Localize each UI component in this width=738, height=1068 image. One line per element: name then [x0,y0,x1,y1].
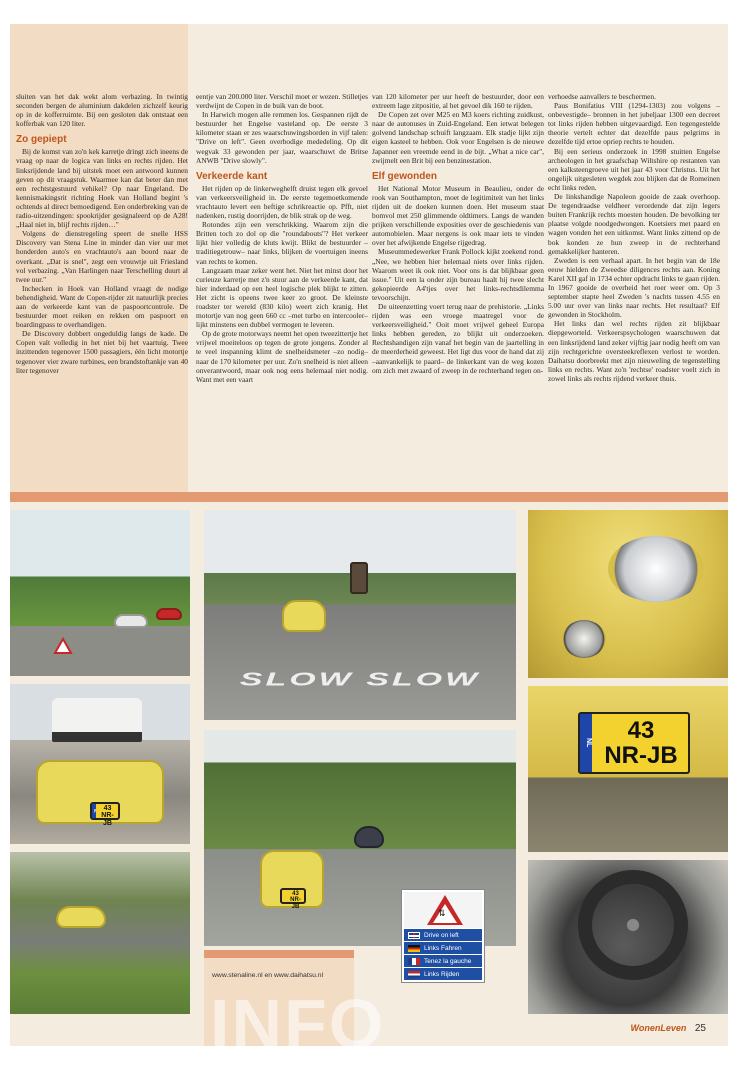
plate-line-2: NR-JB [604,742,678,770]
paragraph: Rotondes zijn een verschrikking. Waarom zijn die Britten toch zo dol op die "roundabouts"? Het verkeer lijkt hier volledig de kluts kwijt. Blikt de bestuurder –traditiegetrouw– naar links, blijken de voertuigen ineens van rechts te komen. [196,220,368,266]
paragraph: Op de grote motorways neemt het open tweezittertje het vrijwel moeiteloos op tegen de grote jongens. Zonder al te veel inspanning klimt de snelheidsmeter –zo nodig– naar de 170 kilometer per uur. Zo'n snelheid is niet alleen onverantwoord, maar ook nog eens helemaal niet nodig. Want met een vaart [196,329,368,384]
paragraph: De uiteenzetting voert terug naar de prehistorie. „Links rijden was een vroege maatregel voor de verkeersveiligheid." Ooit moet vrijwel geheel Europa links hebben gereden, zo blijkt uit onderzoeken. Rechtshandigen zijn vanaf het begin van de jaartelling in de meerderheid geweest. Het ligt dus voor de hand dat zij –aanvankelijk te paard– de linkerkant van de weg kozen om zich met zwaard of zweep in de rechterhand tegen on- [372,301,544,375]
paragraph: Paus Bonifatius VIII (1294-1303) zou volgens –onbevestigde– bronnen in het jubeljaar 1300 een decreet tot links rijden hebben uitgevaardigd. Een tegengestelde theorie vertelt echter dat dezelfde paus pelgrims in dezelfde tijd ertoe opriep rechts te houden. [548,101,720,147]
flag-germany-icon [408,945,420,952]
sign-warning-panel [404,892,482,928]
paragraph: van 120 kilometer per uur heeft de bestuurder, door een extreem lage zitpositie, al het gevoel dik 160 te rijden. [372,92,544,111]
paragraph: Het National Motor Museum in Beaulieu, onder de rook van Southampton, moet de legitimiteit van het links rijden uit de doeken kunnen doen. Het museum staat bomvol met 250 glimmende oldtimers. Langs de wanden prijken verschillende exposities over de geschiedenis van automobielen. Maar nergens is ook maar iets te vinden over het afwijkende Engelse rijgedrag. [372,183,544,248]
warning-sign-icon [54,638,72,654]
license-plate [280,888,306,910]
paragraph: Het rijden op de linkerweghelft druist tegen elk gevoel van verkeersveiligheid in. De eerste tegemoetkomende vrachtauto levert een heftige schrikreactie op. Pfft, niet nadenken, rustig doorrijden, de blik strak op de weg. [196,183,368,221]
sign-row-text: Links Rijden [424,971,460,978]
paragraph: sluiten van het dak wekt alom verbazing. In twintig seconden bergen de aluminium dakdelen zichzelf keurig op in de kofferruimte. Bij een gesloten dak ontstaat een kofferbak van 120 liter. [16,92,188,129]
paragraph: De Copen zet over M25 en M3 koers richting zuidkust, naar de autonuses in Zuid-Engeland. Een ietwat belegen golvend landschap schuift langzaam. Elk stadje lijkt zijn eigen kasteel te hebben. Ook voor Engelsen is de nieuwe Japanner een vreemde eend in de bijt. „What a nice car", zwijmelt een Brit bij een benzinestation. [372,110,544,165]
car-icon [114,614,148,628]
license-plate-large [578,712,690,774]
info-watermark: INFO [210,985,386,1063]
magazine-page [10,24,728,1063]
info-bar [204,950,354,958]
page-footer [631,1023,706,1034]
paragraph: De linkshandige Napoleon gooide de zaak overhoop. De tegendraadse veldheer verordende dat zijn legers buiten Frankrijk rechts moesten houden. De bevolking ter plaatse volgde noodgedwongen. Koetsiers met paard en wagen vonden het een uitkomst. Want links zittend op de bok konden ze hun zweep in de rechterhand gemakkelijker hanteren. [548,192,720,256]
sign-row-text: Drive on left [424,932,459,939]
photo-headlight [528,510,728,678]
photo-roadside [10,852,190,1014]
paragraph: Het links dan wel rechts rijden zit blijkbaar diepgeworteld. Verkeerspsychologen waarschuwen dat een linksrijdend land zeker vijftig jaar nodig heeft om van zijn rechtgerichte oversteekreflexen verlost te worden. Daihatsu doorbreekt met zijn nieuweling de tegenstelling links en rechts. Want zo'n 'rechtse' roadster voelt zich in zowel links als rechts rijdend verkeer thuis. [548,319,720,383]
road-marking-text: SLOW SLOW [239,668,481,690]
article-column-3 [372,92,544,492]
plate-line-2: NR-JB [290,897,301,910]
paragraph: Bij de komst van zo'n kek karretje dringt zich ineens de vraag op naar de logica van links en rechts rijden. Het linksrijdende land bij uitstek moet een antwoord kunnen geven op dit vraagstuk. Waarmee kan dat beter dan met een rechtstgestuurd vehikel? Op naar Engeland. De kennismakingsrit richting Hoek van Holland begint 's ochtends al direct bemoedigend. Een onderbreking van de radio-uitzendingen: spookrijder gesignaleerd op de A28! „Haal niet in, blijf rechts rijden…" [16,147,188,230]
paragraph: eentje van 200.000 liter. Verschil moet er wezen. Stilletjes verdwijnt de Copen in de buik van de boot. [196,92,368,111]
flag-france-icon [408,958,420,965]
photo-dashboard [528,860,728,1014]
road-sign [402,890,484,982]
paragraph: Langzaam maar zeker went het. Niet het minst door het curieuze karretje met z'n stuur aan de verkeerde kant, dat hier inderdaad op een heel logische plek blijkt te zitten. Het zicht is opeens twee keer zo groot. De kleinste roadster ter wereld (830 kilo) weert zich kranig. Het motortje van nog geen 660 cc –met turbo en intercooler– lijkt minstens een dubbel vermogen te leveren. [196,265,368,330]
paragraph: Bij een serieus onderzoek in 1998 stuitten Engelse archeologen in het graafschap Wiltshire op restanten van een kalksteengroeve uit het jaar 43 voor Christus. Uit het ongelijk uitgesleten wegdek zou blijken dat de Romeinen echt links reden. [548,146,720,192]
photo-ferry [10,684,190,844]
steering-wheel-icon [578,870,688,980]
sign-row [404,941,482,954]
divider-stripe [10,492,728,502]
plate-line-1: 43 [627,717,655,744]
article-column-1 [16,92,188,492]
photo-license-plate [528,686,728,852]
paragraph: Volgens de dienstregeling speert de snelle HSS Discovery van Stena Line in minder dan vier uur met honderden auto's en vrachtauto's aan boord naar de overkant. „Dat is snel", zegt een vrouwtje uit Friesland vol verbazing. „Van Harlingen naar Terschelling duurt al twee uur." [16,229,188,284]
photo-slow-road [204,510,516,720]
foglight-icon [562,620,606,658]
plate-line-1: 43 [292,891,299,897]
magazine-brand: WonenLeven [630,1023,687,1033]
section-heading: Elf gewonden [372,170,437,182]
paragraph: De Discovery dobbert ongeduldig langs de kade. De Copen valt volledig in het niet bij het vaartuig. Twee inzittenden tegenover 1500 passagiers, één licht motortje tegenover vier zware turbines, een brandstoftankje van 40 liter tegenover [16,329,188,375]
truck-icon [350,562,368,594]
photo-roundabout [10,510,190,676]
flag-uk-icon [408,932,420,939]
paragraph: In Harwich mogen alle remmen los. Gespannen rijdt de bestuurder het Engelse vasteland op. De eerste 3 kilometer staan er zes waarschuwingsborden in vijf talen: "Drive on left". Geen overbodige mededeling. Op dit wegvak 33 gewonden per jaar, waarschuwt de Britse ANWB "Drive slowly". [196,110,368,165]
headlight-icon [608,536,704,602]
paragraph: Museummedewerker Frank Pollock kijkt zoekend rond. „Nee, we hebben hier helemaal niets over links rijden. Waarom weet ik ook niet. Voor ons is dat blijkbaar geen issue." Uit een la onder zijn bureau haalt hij twee slecht gekopieerde A4'tjes over het links-rechtsdilemma tevoorschijn. [372,247,544,302]
plate-line-2: NR-JB [101,812,114,827]
car-icon [156,608,182,620]
sign-row-text: Links Fahren [424,945,462,952]
sign-row-text: Tenez la gauche [424,958,472,965]
two-way-arrows-icon: ⇅ [438,909,446,919]
article-column-2 [196,92,368,492]
paragraph: Zweden is een verhaal apart. In het begin van de 18e eeuw hielden de Zweedse diligences rechts aan. Koning Karel XII gaf in 1734 echter opdracht links te gaan rijden. In 1967 gooide de overheid het roer weer om. Op 3 september stapte heel Zweden 's nachts tussen 4.55 en 5.00 uur over van links naar rechts. Het resultaat? Elf gewonden in Stockholm. [548,255,720,320]
article-column-4 [548,92,720,492]
car-icon [282,600,326,632]
plate-country: NL [580,714,592,772]
page-number: 25 [694,1023,706,1034]
article-text-area [10,24,728,492]
section-heading: Verkeerde kant [196,170,268,182]
plate-country: NL [92,804,96,818]
info-urls: www.stenaline.nl en www.daihatsu.nl [212,972,324,979]
sign-row [404,928,482,941]
sign-row [404,954,482,967]
plate-line-1: 43 [103,805,112,812]
flag-netherlands-icon [408,971,420,978]
sign-row [404,967,482,980]
paragraph: verhoedse aanvallers te beschermen. [548,92,656,101]
paragraph: Inchecken in Hoek van Holland vraagt de nodige behendigheid. Want de Copen-rijder zit natuurlijk precies aan de verkeerde kant van de paspoortcontrole. De bestuurder moet reiken en rekken om paspoort en boardingpass te overhandigen. [16,283,188,330]
license-plate [90,802,120,827]
car-icon [56,906,106,928]
section-heading: Zo gepiept [16,134,67,146]
ferry-icon [52,698,142,742]
car-icon [354,826,384,848]
